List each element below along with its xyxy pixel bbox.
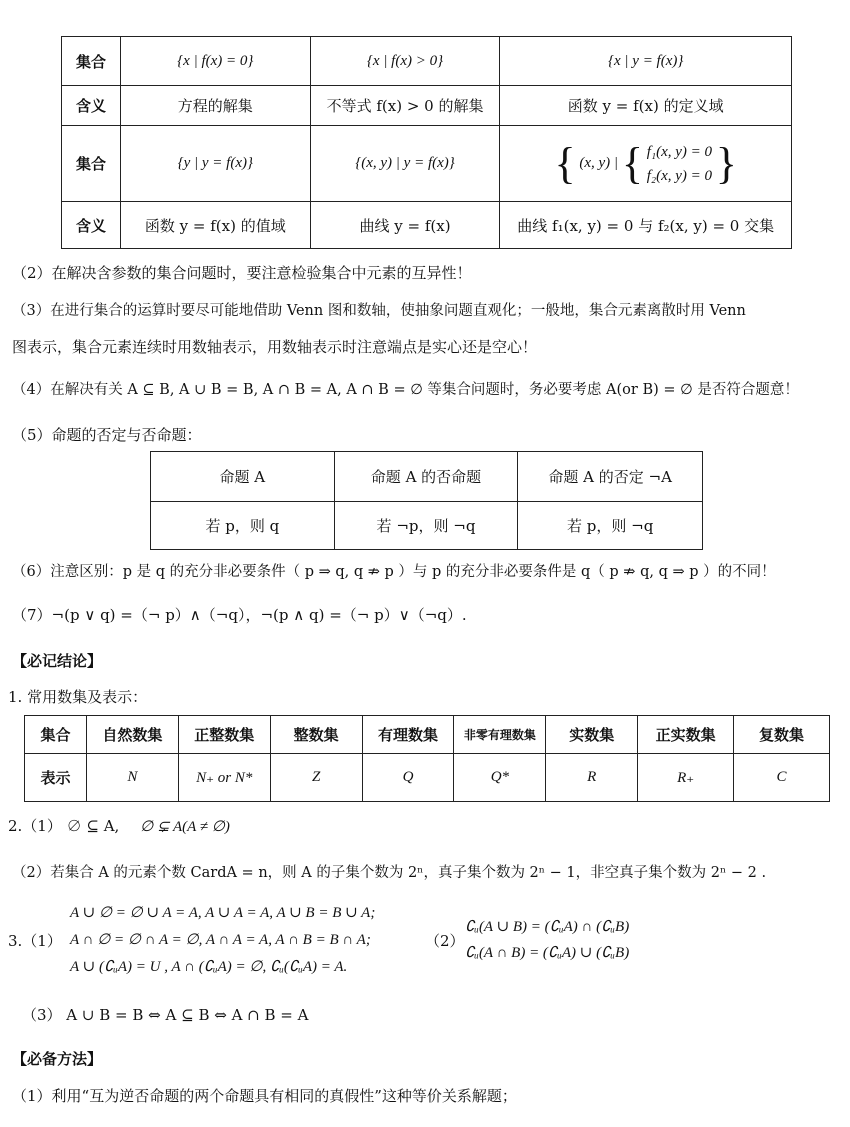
item-3-line2: A ∩ ∅ = ∅ ∩ A = ∅, A ∩ A = A, A ∩ B = B ∩ A; [70, 932, 371, 948]
item-3-2-line1: ∁ᵤ(A ∪ B) = (∁ᵤA) ∩ (∁ᵤB) [465, 919, 630, 935]
item-3-2-label: （2） [425, 932, 465, 950]
table-header: 非零有理数集 [454, 716, 546, 754]
table-cell: 函数 y = f(x) 的定义域 [500, 86, 792, 126]
system-eq2: f₂(x, y) = 0 [646, 167, 712, 184]
row-label: 含义 [62, 86, 121, 126]
table-header: 实数集 [546, 716, 638, 754]
set-symbol: R₊ [638, 754, 734, 802]
paragraph-6: （6）注意区别：p 是 q 的充分非必要条件（ p ⇒ q, q ⇏ p ）与 p 的充分非必要条件是 q（ p ⇏ q, q ⇒ p ）的不同！ [12, 564, 776, 580]
item-2-1 [8, 815, 230, 836]
table-header: 正实数集 [638, 716, 734, 754]
table-cell: 若 ¬p，则 ¬q [334, 502, 518, 550]
section-title-conclusion: 【必记结论】 [12, 652, 103, 670]
table-header: 命题 A 的否命题 [334, 452, 518, 502]
table-cell: 若 p，则 q [151, 502, 335, 550]
table-cell: {x | f(x) > 0} [310, 37, 500, 86]
system-prefix: (x, y) | [579, 155, 619, 171]
item-2-1-b: ∅ ⊊ A(A ≠ ∅) [140, 819, 230, 835]
row-label: 表示 [25, 754, 87, 802]
table-header: 集合 [25, 716, 87, 754]
table-cell: {(x, y) | y = f(x)} [310, 126, 500, 202]
row-label: 集合 [62, 126, 121, 202]
table-cell: 曲线 f₁(x, y) = 0 与 f₂(x, y) = 0 交集 [500, 202, 792, 249]
table-cell: {y | y = f(x)} [120, 126, 310, 202]
table-cell: 若 p，则 ¬q [518, 502, 703, 550]
table-cell: 函数 y = f(x) 的值域 [120, 202, 310, 249]
table-cell: 不等式 f(x) > 0 的解集 [310, 86, 500, 126]
set-symbol: C [734, 754, 830, 802]
table-cell: 方程的解集 [120, 86, 310, 126]
item-3-2-line2: ∁ᵤ(A ∩ B) = (∁ᵤA) ∪ (∁ᵤB) [465, 945, 630, 961]
set-symbol: Z [270, 754, 362, 802]
table-header: 复数集 [734, 716, 830, 754]
item-3-3: （3） A ∪ B = B ⇔ A ⊆ B ⇔ A ∩ B = A [22, 1006, 309, 1024]
table-cell: {x | y = f(x)} [500, 37, 792, 86]
paragraph-2: （2）在解决含参数的集合问题时，要注意检验集合中元素的互异性！ [12, 264, 472, 282]
system-eq1: f₁(x, y) = 0 [646, 143, 712, 160]
set-symbol: N₊ or N* [178, 754, 270, 802]
section-title-method: 【必备方法】 [12, 1050, 103, 1068]
paragraph-7: （7）¬(p ∨ q) =（¬ p）∧（¬q），¬(p ∧ q) =（¬ p）∨（¬q）. [12, 606, 467, 624]
item-2-1-a: 2.（1） ∅ ⊆ A, [8, 817, 120, 835]
paragraph-3-line2: 图表示，集合元素连续时用数轴表示，用数轴表示时注意端点是实心还是空心！ [12, 338, 538, 356]
set-symbol: Q [362, 754, 454, 802]
table-cell: 曲线 y = f(x) [310, 202, 500, 249]
item-1: 1. 常用数集及表示： [8, 688, 148, 706]
set-symbol: Q* [454, 754, 546, 802]
number-sets-table [24, 715, 830, 802]
paragraph-4: （4）在解决有关 A ⊆ B, A ∪ B = B, A ∩ B = A, A ∩ B = ∅ 等集合问题时，务必要考虑 A(or B) = ∅ 是否符合题意！ [12, 382, 799, 398]
table-header: 命题 A [151, 452, 335, 502]
table-header: 自然数集 [86, 716, 178, 754]
paragraph-3-line1: （3）在进行集合的运算时要尽可能地借助 Venn 图和数轴，使抽象问题直观化；一般地，集合元素离散时用 Venn [12, 303, 746, 319]
proposition-table [150, 451, 703, 550]
method-1: （1）利用“互为逆否命题的两个命题具有相同的真假性”这种等价关系解题； [12, 1087, 517, 1105]
table-header: 命题 A 的否定 ¬A [518, 452, 703, 502]
table-cell: {x | f(x) = 0} [120, 37, 310, 86]
item-3-label: 3.（1） [8, 932, 62, 950]
table-header: 整数集 [270, 716, 362, 754]
paragraph-5: （5）命题的否定与否命题： [12, 426, 202, 444]
row-label: 集合 [62, 37, 121, 86]
set-symbol: N [86, 754, 178, 802]
item-3-line1: A ∪ ∅ = ∅ ∪ A = A, A ∪ A = A, A ∪ B = B ∪ A; [70, 905, 376, 921]
table-header: 有理数集 [362, 716, 454, 754]
set-meaning-table [61, 36, 792, 249]
table-cell-system: { (x, y) | { f₁(x, y) = 0 f₂(x, y) = 0 } [500, 126, 792, 202]
item-2-2: （2）若集合 A 的元素个数 CardA = n，则 A 的子集个数为 2ⁿ，真子集个数为 2ⁿ − 1，非空真子集个数为 2ⁿ − 2 . [12, 865, 767, 881]
set-symbol: R [546, 754, 638, 802]
item-3-line3: A ∪ (∁ᵤA) = U , A ∩ (∁ᵤA) = ∅, ∁ᵤ(∁ᵤA) = A. [70, 959, 348, 975]
table-header: 正整数集 [178, 716, 270, 754]
row-label: 含义 [62, 202, 121, 249]
